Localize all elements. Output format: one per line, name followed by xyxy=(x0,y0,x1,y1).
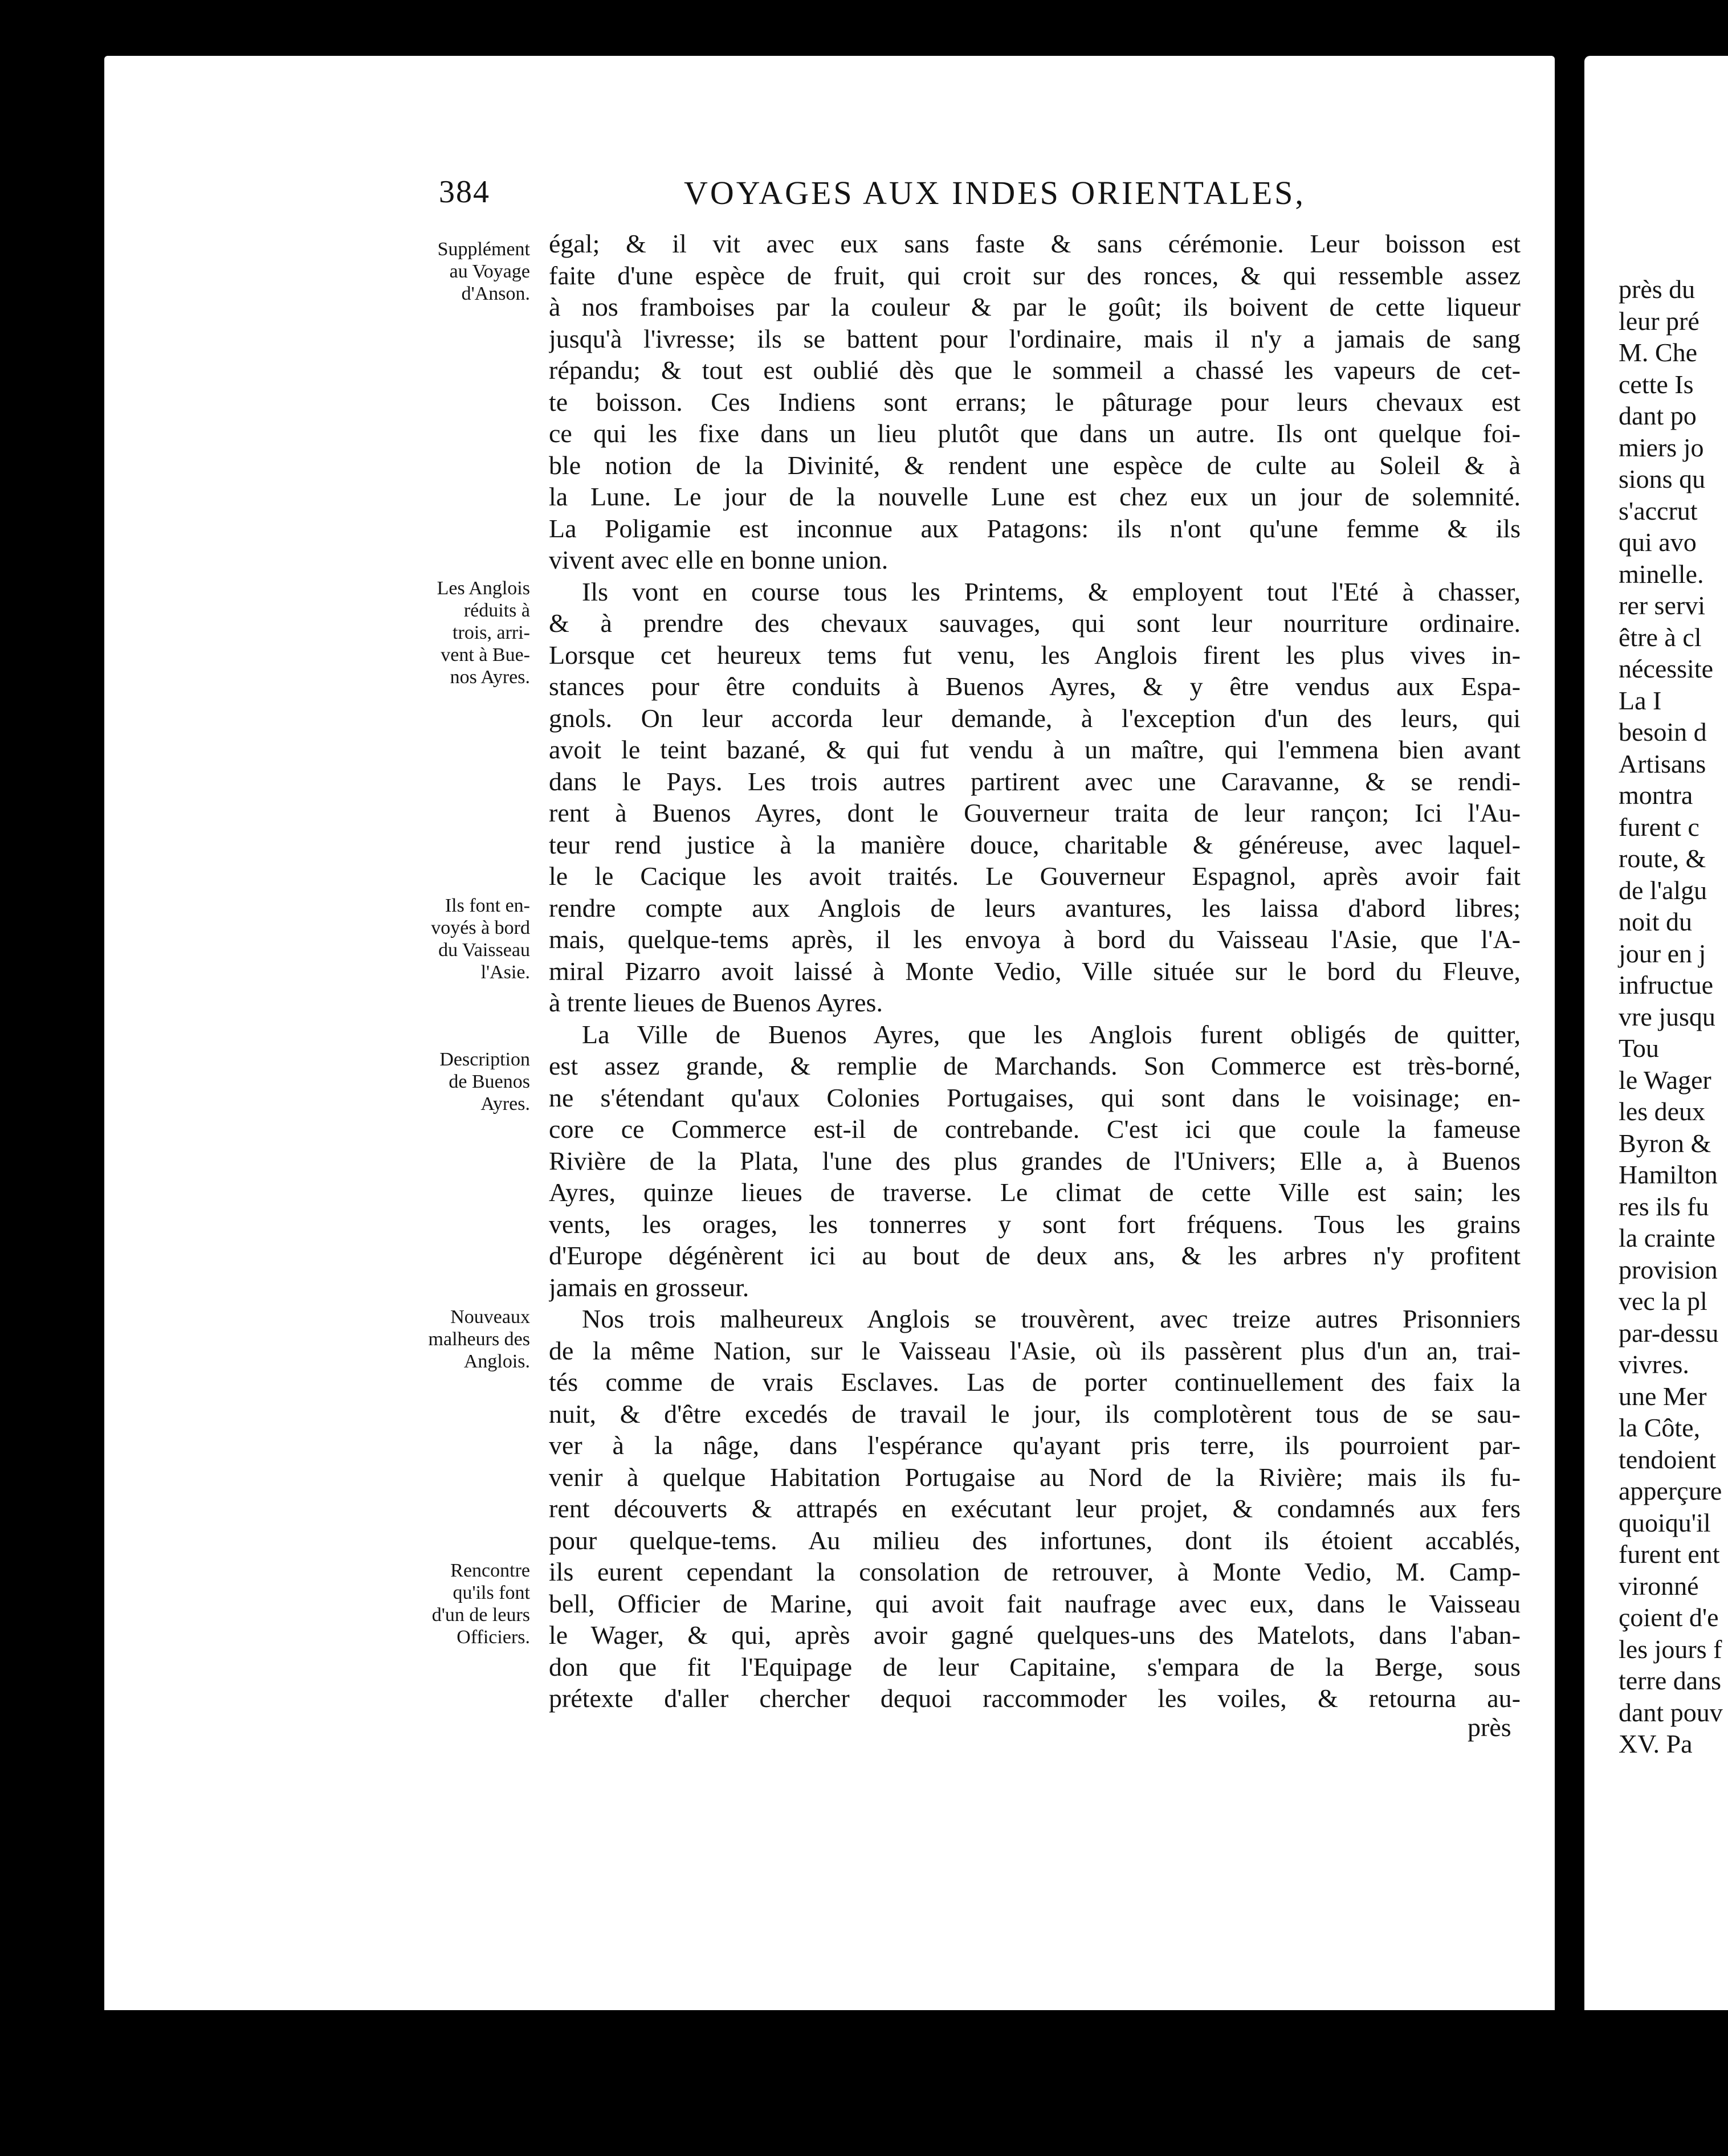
text-line: venir à quelque Habitation Portugaise au Nord de la Rivière; mais ils fu- xyxy=(549,1462,1521,1492)
text-line: pour quelque-tems. Au milieu des infortunes, dont ils étoient accablés, xyxy=(549,1525,1521,1555)
right-page-line: dant pouv xyxy=(1619,1697,1723,1727)
text-line: le Wager, & qui, après avoir gagné quelques-uns des Matelots, dans l'aban- xyxy=(549,1620,1521,1649)
margin-note-line: l'Asie. xyxy=(480,962,530,983)
right-page-line: Hamilton xyxy=(1619,1160,1718,1189)
text-line: & à prendre des chevaux sauvages, qui sont leur nourriture ordinaire. xyxy=(549,609,1521,638)
running-title: VOYAGES AUX INDES ORIENTALES, xyxy=(684,174,1306,211)
page-number: 384 xyxy=(439,174,490,210)
text-line: core ce Commerce est-il de contrebande. C'est ici que coule la fameuse xyxy=(549,1114,1521,1144)
text-line: tés comme de vrais Esclaves. Las de porter continuellement des faix la xyxy=(549,1367,1521,1396)
margin-note xyxy=(279,577,530,688)
right-page-line: la crainte xyxy=(1619,1223,1715,1252)
margin-note-line: Ils font en- xyxy=(445,895,530,916)
text-line: à trente lieues de Buenos Ayres. xyxy=(549,988,883,1017)
margin-note-line: d'un de leurs xyxy=(431,1604,530,1626)
margin-note-line: du Vaisseau xyxy=(438,940,530,961)
right-page-line: infructue xyxy=(1619,970,1714,999)
right-page-line: furent ent xyxy=(1619,1540,1720,1569)
margin-note xyxy=(279,895,530,983)
right-page-line: la Côte, xyxy=(1619,1413,1701,1442)
text-line: jamais en grosseur. xyxy=(549,1272,749,1302)
right-page-line: Byron & xyxy=(1619,1128,1711,1158)
margin-note xyxy=(279,1306,530,1373)
margin-note-line: Supplément xyxy=(437,239,530,260)
margin-note-line: Officiers. xyxy=(457,1627,530,1648)
margin-note-line: vent à Bue- xyxy=(441,644,530,665)
right-page-line: être à cl xyxy=(1619,622,1702,652)
text-line: dans le Pays. Les trois autres partirent avec une Caravanne, & se rendi- xyxy=(549,766,1521,796)
text-line: don que fit l'Equipage de leur Capitaine, s'empara de la Berge, sous xyxy=(549,1652,1521,1681)
margin-note xyxy=(279,238,530,305)
right-page-line: apperçure xyxy=(1619,1476,1722,1505)
text-line: de la même Nation, sur le Vaisseau l'Asie, où ils passèrent plus d'un an, trai- xyxy=(549,1336,1521,1365)
margin-note-line: malheurs des xyxy=(428,1329,530,1350)
right-page-line: minelle. xyxy=(1619,559,1704,589)
right-page-line: miers jo xyxy=(1619,432,1704,462)
text-line: Lorsque cet heureux tems fut venu, les Anglois firent les plus vives in- xyxy=(549,640,1521,669)
text-line: ver à la nâge, dans l'espérance qu'ayant pris terre, ils pourroient par- xyxy=(549,1431,1521,1460)
right-page-line: rer servi xyxy=(1619,591,1705,620)
text-line: le le Cacique les avoit traités. Le Gouverneur Espagnol, après avoir fait xyxy=(549,861,1521,891)
text-line: gnols. On leur accorda leur demande, à l'exception d'un des leurs, qui xyxy=(549,703,1521,733)
right-page-line: vec la pl xyxy=(1619,1287,1707,1316)
text-line: ne s'étendant qu'aux Colonies Portugaises, qui sont dans le voisinage; en- xyxy=(549,1083,1521,1112)
right-page-line: vre jusqu xyxy=(1619,1002,1715,1031)
right-page-line: besoin d xyxy=(1619,717,1707,746)
margin-note-line: réduits à xyxy=(463,600,530,621)
text-line: rent découverts & attrapés en exécutant leur projet, & condamnés aux fers xyxy=(549,1494,1521,1523)
right-page-line: cette Is xyxy=(1619,369,1694,399)
right-page-line: noit du xyxy=(1619,907,1693,936)
right-page-line: terre dans xyxy=(1619,1666,1722,1695)
margin-note-line: trois, arri- xyxy=(453,622,530,643)
margin-note-line: voyés à bord xyxy=(431,917,530,938)
right-page-line: près du xyxy=(1619,275,1696,304)
text-line: ce qui les fixe dans un lieu plutôt que dans un autre. Ils ont quelque foi- xyxy=(549,419,1521,448)
right-page-line: les deux xyxy=(1619,1097,1706,1126)
right-page-line: par-dessu xyxy=(1619,1318,1719,1348)
margin-note-line: au Voyage xyxy=(449,261,530,282)
right-page-line: Tou xyxy=(1619,1034,1659,1063)
margin-note-line: Rencontre xyxy=(450,1560,530,1581)
margin-note-line: Nouveaux xyxy=(450,1306,530,1328)
text-line: te boisson. Ces Indiens sont errans; le pâturage pour leurs chevaux est xyxy=(549,387,1521,416)
text-line: vents, les orages, les tonnerres y sont fort fréquens. Tous les grains xyxy=(549,1209,1521,1239)
text-line: jusqu'à l'ivresse; ils se battent pour l'ordinaire, mais il n'y a jamais de sang xyxy=(549,324,1521,353)
margin-note-line: Les Anglois xyxy=(437,578,530,599)
margin-note-line: Description xyxy=(439,1049,530,1070)
text-line: Ils vont en course tous les Printems, & employent tout l'Eté à chasser, xyxy=(582,577,1521,606)
margin-note xyxy=(279,1559,530,1648)
right-page-line: jour en j xyxy=(1619,938,1706,968)
right-page-line: nécessite xyxy=(1619,654,1714,683)
text-line: teur rend justice à la manière douce, charitable & généreuse, avec laquel- xyxy=(549,830,1521,859)
text-line: la Lune. Le jour de la nouvelle Lune est chez eux un jour de solemnité. xyxy=(549,482,1521,511)
margin-note-line: d'Anson. xyxy=(461,283,530,304)
text-line: est assez grande, & remplie de Marchands. Son Commerce est très-borné, xyxy=(549,1051,1521,1080)
text-line: prétexte d'aller chercher dequoi raccommoder les voiles, & retourna au- xyxy=(549,1684,1521,1713)
right-page-line: les jours f xyxy=(1619,1634,1722,1664)
right-page-line: une Mer xyxy=(1619,1381,1707,1411)
text-line: à nos framboises par la couleur & par le goût; ils boivent de cette liqueur xyxy=(549,292,1521,321)
right-page-line: provision xyxy=(1619,1255,1718,1284)
right-page-line: montra xyxy=(1619,781,1693,810)
right-page-text xyxy=(1584,273,1723,1760)
margin-note-line: Anglois. xyxy=(463,1351,530,1372)
right-page-line: Artisans xyxy=(1619,749,1706,778)
main-text xyxy=(549,228,1521,1714)
margin-note-line: de Buenos xyxy=(449,1071,530,1092)
text-line: vivent avec elle en bonne union. xyxy=(549,545,889,574)
right-page-line: tendoient xyxy=(1619,1444,1717,1474)
right-page-line: le Wager xyxy=(1619,1065,1711,1095)
text-line: stances pour être conduits à Buenos Ayres, & y être vendus aux Espa- xyxy=(549,672,1521,701)
text-line: ble notion de la Divinité, & rendent une espèce de culte au Soleil & à xyxy=(549,450,1521,480)
right-page-line: vivres. xyxy=(1619,1350,1689,1379)
right-page-line: res ils fu xyxy=(1619,1191,1709,1221)
text-line: mais, quelque-tems après, il les envoya à bord du Vaisseau l'Asie, que l'A- xyxy=(549,925,1521,954)
margin-note-line: Ayres. xyxy=(480,1093,530,1114)
text-line: faite d'une espèce de fruit, qui croit sur des ronces, & qui ressemble assez xyxy=(549,260,1521,290)
right-page-line: furent c xyxy=(1619,812,1700,842)
text-line: bell, Officier de Marine, qui avoit fait naufrage avec eux, dans le Vaisseau xyxy=(549,1589,1521,1618)
text-line: d'Europe dégénèrent ici au bout de deux ans, & les arbres n'y profitent xyxy=(549,1241,1521,1270)
text-line: rent à Buenos Ayres, dont le Gouverneur traita de leur rançon; Ici l'Au- xyxy=(549,798,1521,827)
text-line: Nos trois malheureux Anglois se trouvèrent, avec treize autres Prisonniers xyxy=(582,1304,1521,1333)
right-page-line: quoiqu'il xyxy=(1619,1508,1711,1537)
text-line: nuit, & d'être excedés de travail le jour, ils complotèrent tous de se sau- xyxy=(549,1399,1521,1428)
right-page-line: route, & xyxy=(1619,844,1706,873)
text-line: La Poligamie est inconnue aux Patagons: ils n'ont qu'une femme & ils xyxy=(549,513,1521,543)
page-header xyxy=(0,174,1728,219)
right-page-line: La I xyxy=(1619,685,1662,715)
right-page-line: de l'algu xyxy=(1619,875,1707,905)
right-page-line: dant po xyxy=(1619,401,1697,430)
right-page-line: leur pré xyxy=(1619,306,1700,336)
text-line: avoit le teint bazané, & qui fut vendu à un maître, qui l'emmena bien avant xyxy=(549,735,1521,764)
text-line: répandu; & tout est oublié dès que le sommeil a chassé les vapeurs de cet- xyxy=(549,356,1521,385)
margin-note-line: nos Ayres. xyxy=(450,667,530,688)
catchword: près xyxy=(1468,1713,1511,1742)
text-line: La Ville de Buenos Ayres, que les Anglois furent obligés de quitter, xyxy=(582,1019,1521,1049)
right-page-line: çoient d'e xyxy=(1619,1603,1719,1632)
text-line: ils eurent cependant la consolation de retrouver, à Monte Vedio, M. Camp- xyxy=(549,1557,1521,1586)
right-page-line: M. Che xyxy=(1619,338,1697,367)
text-line: miral Pizarro avoit laissé à Monte Vedio, Ville située sur le bord du Fleuve, xyxy=(549,956,1521,986)
text-line: rendre compte aux Anglois de leurs avantures, les laissa d'abord libres; xyxy=(549,893,1521,922)
text-line: Rivière de la Plata, l'une des plus grandes de l'Univers; Elle a, à Buenos xyxy=(549,1146,1521,1175)
right-page-line: XV. Pa xyxy=(1619,1729,1693,1758)
book-page-right xyxy=(1584,56,1728,2010)
text-line: Ayres, quinze lieues de traverse. Le climat de cette Ville est sain; les xyxy=(549,1178,1521,1207)
margin-note-line: qu'ils font xyxy=(453,1582,530,1603)
margin-note xyxy=(279,1048,530,1115)
right-page-line: qui avo xyxy=(1619,528,1697,557)
right-page-line: sions qu xyxy=(1619,464,1706,493)
right-page-line: s'accrut xyxy=(1619,496,1698,525)
text-line: égal; & il vit avec eux sans faste & sans cérémonie. Leur boisson est xyxy=(549,229,1521,258)
right-page-line: vironné xyxy=(1619,1571,1699,1600)
